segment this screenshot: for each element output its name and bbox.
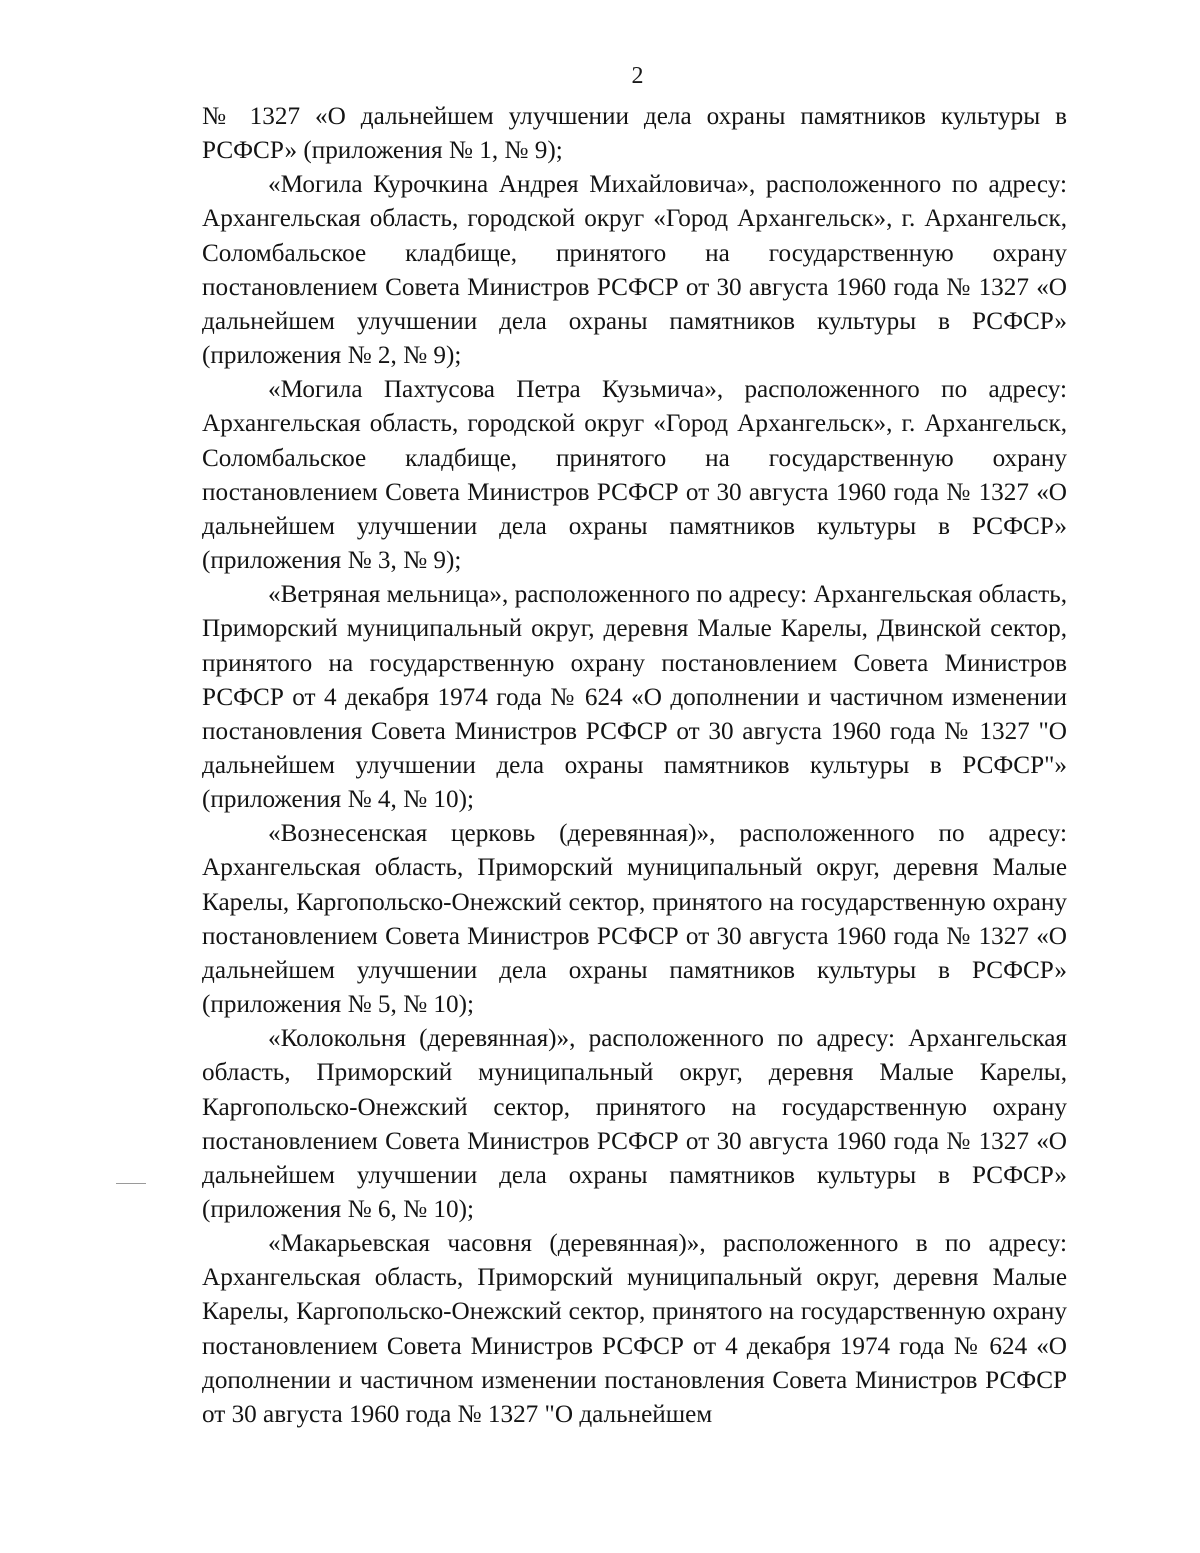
- document-body: [202, 100, 1067, 1432]
- paragraph-ascension-church: «Вознесенская церковь (деревянная)», расположенного по адресу: Архангельская область, Приморский муниципальный округ, деревня Малые Карелы, Каргопольско-Онежский сектор, принятого на государственную охрану постановлением Совета Министров РСФСР от 30 августа 1960 года № 1327 «О дальнейшем улучшении дела охраны памятников культуры в РСФСР» (приложения № 5, № 10);: [202, 820, 1067, 1019]
- scan-artifact-mark: [116, 1183, 146, 1184]
- paragraph-bell-tower: «Колокольня (деревянная)», расположенного по адресу: Архангельская область, Приморский муниципальный округ, деревня Малые Карелы, Каргопольско-Онежский сектор, принятого на государственную охрану постановлением Совета Министров РСФСР от 30 августа 1960 года № 1327 «О дальнейшем улучшении дела охраны памятников культуры в РСФСР» (приложения № 6, № 10);: [202, 1025, 1067, 1223]
- paragraph-windmill: «Ветряная мельница», расположенного по адресу: Архангельская область, Приморский муниципальный округ, деревня Малые Карелы, Двинской сектор, принятого на государственную охрану постановлением Совета Министров РСФСР от 4 декабря 1974 года № 624 «О дополнении и частичном изменении постановления Совета Министров РСФСР от 30 августа 1960 года № 1327 "О дальнейшем улучшении дела охраны памятников культуры в РСФСР"» (приложения № 4, № 10);: [202, 581, 1067, 814]
- paragraph-continuation: № 1327 «О дальнейшем улучшении дела охраны памятников культуры в РСФСР» (приложения № 1, № 9);: [202, 103, 1067, 165]
- page-number: 2: [631, 63, 644, 89]
- paragraph-kurochkin-grave: «Могила Курочкина Андрея Михайловича», расположенного по адресу: Архангельская область, городской округ «Город Архангельск», г. Архангельск, Соломбальское кладбище, принятого на государственную охрану постановлением Совета Министров РСФСР от 30 августа 1960 года № 1327 «О дальнейшем улучшении дела охраны памятников культуры в РСФСР» (приложения № 2, № 9);: [202, 171, 1067, 370]
- paragraph-pakhtusov-grave: «Могила Пахтусова Петра Кузьмича», расположенного по адресу: Архангельская область, городской округ «Город Архангельск», г. Архангельск, Соломбальское кладбище, принятого на государственную охрану постановлением Совета Министров РСФСР от 30 августа 1960 года № 1327 «О дальнейшем улучшении дела охраны памятников культуры в РСФСР» (приложения № 3, № 9);: [202, 376, 1067, 575]
- paragraph-makaryevskaya-chapel: «Макарьевская часовня (деревянная)», расположенного в по адресу: Архангельская область, Приморский муниципальный округ, деревня Малые Карелы, Каргопольско-Онежский сектор, принятого на государственную охрану постановлением Совета Министров РСФСР от 4 декабря 1974 года № 624 «О дополнении и частичном изменении постановления Совета Министров РСФСР от 30 августа 1960 года № 1327 "О дальнейшем: [202, 1230, 1067, 1428]
